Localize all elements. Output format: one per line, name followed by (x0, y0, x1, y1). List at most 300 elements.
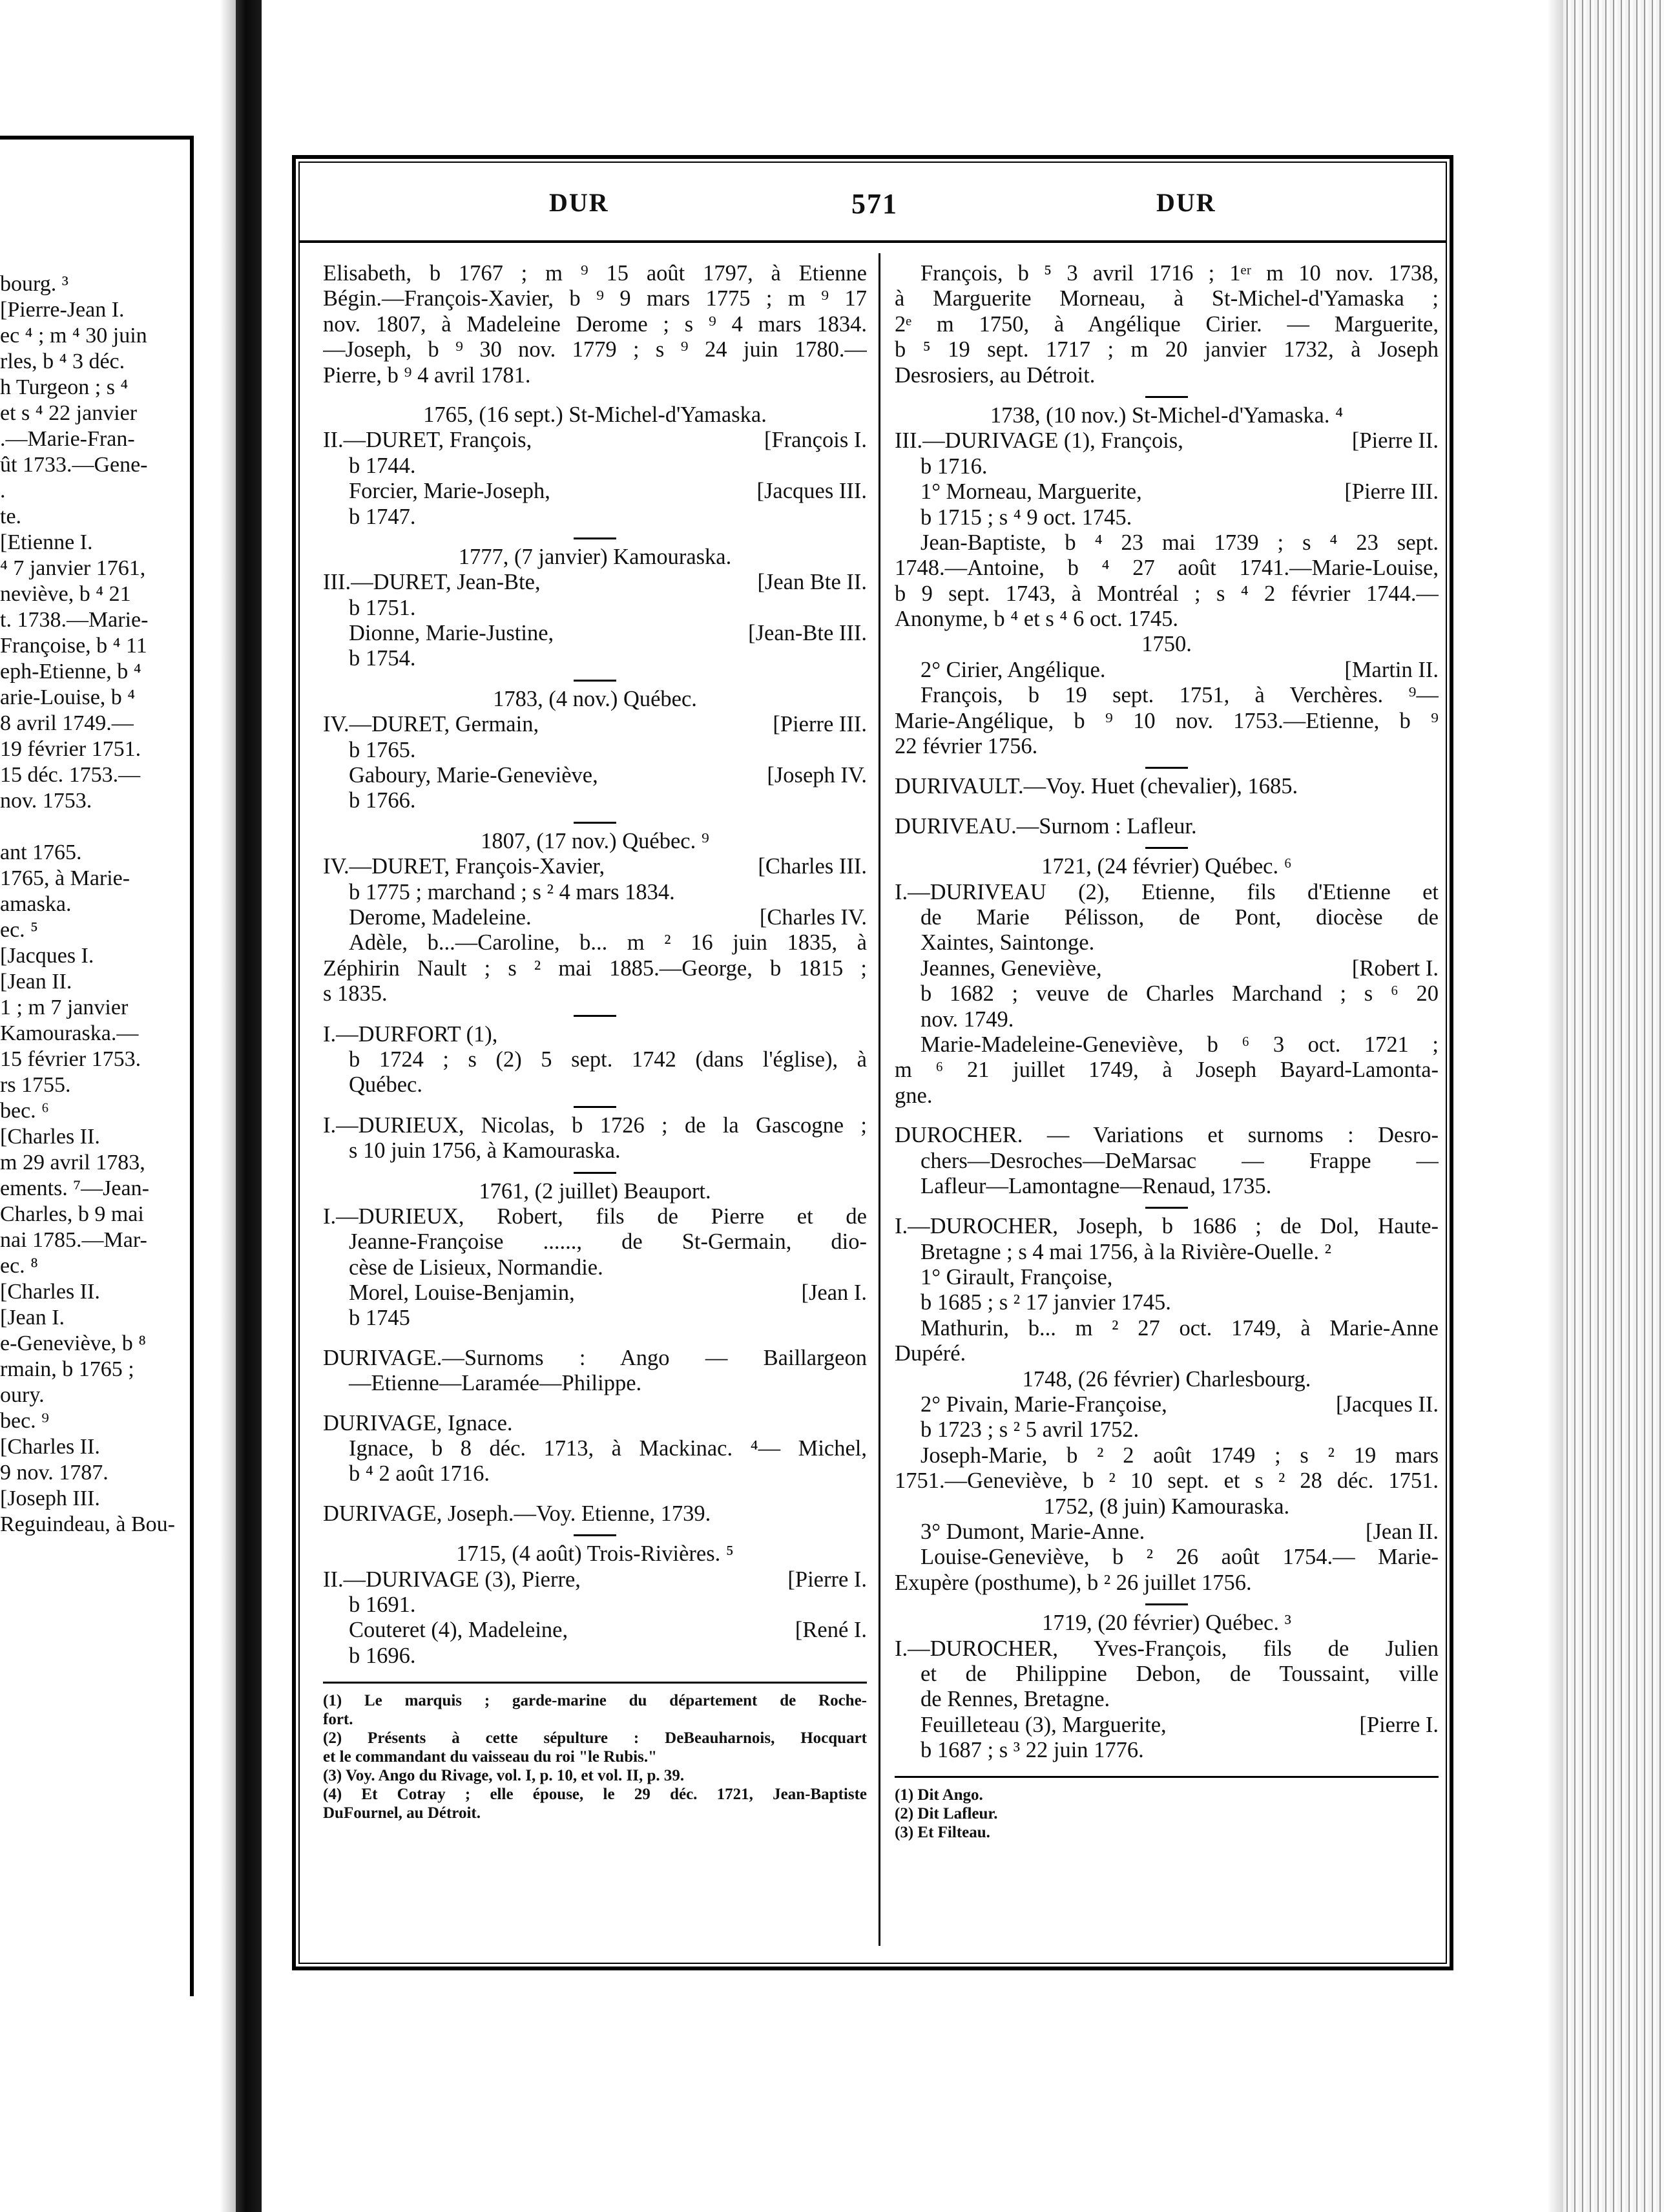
line-text: 1761, (2 juillet) Beauport. (479, 1178, 711, 1204)
line-text: Elisabeth, b 1767 ; m ⁹ 15 août 1797, à Etienne (323, 261, 867, 286)
text-line (895, 981, 1439, 1007)
fragment-line: eph-Etienne, b ⁴ (0, 660, 141, 683)
fragment-line: neviève, b ⁴ 21 (0, 582, 131, 606)
text-line (895, 734, 1439, 759)
line-text: b 1696. (349, 1643, 416, 1668)
fragment-line: 9 nov. 1787. (0, 1461, 109, 1485)
line-text: 3° Dumont, Marie-Anne. (920, 1519, 1145, 1544)
line-text: II.—DURIVAGE (3), Pierre, (323, 1567, 581, 1592)
text-line (323, 1461, 867, 1487)
line-text: nov. 1749. (920, 1007, 1014, 1032)
text-line (323, 829, 867, 854)
footnote-rule (323, 1682, 867, 1684)
line-text: 1° Morneau, Marguerite, (920, 479, 1142, 505)
text-line (323, 1255, 867, 1280)
fragment-line: [Etienne I. (0, 530, 93, 554)
text-line (895, 930, 1439, 955)
fragment-line: [Pierre-Jean I. (0, 298, 125, 322)
line-text: 1750. (1141, 632, 1192, 657)
line-text: Lafleur—Lamontagne—Renaud, 1735. (920, 1173, 1272, 1198)
fragment-line: et s ⁴ 22 janvier (0, 401, 138, 425)
text-line (323, 930, 867, 955)
line-text: Derome, Madeleine. (349, 904, 532, 930)
text-line (323, 286, 867, 311)
text-line (895, 1713, 1439, 1738)
line-text: François, b ⁵ 3 avril 1716 ; 1ᵉʳ m 10 nov. 1738, (920, 261, 1439, 286)
fragment-line: e-Geneviève, b ⁸ (0, 1331, 147, 1355)
line-text: b 1744. (349, 453, 416, 478)
line-text: Marie-Angélique, b ⁹ 10 nov. 1753.—Etienne, b ⁹ (895, 708, 1439, 733)
text-line (895, 1007, 1439, 1032)
fragment-line: ec. ⁸ (0, 1254, 39, 1278)
fragment-line: t. 1738.—Marie- (0, 608, 149, 632)
fragment-line: [Charles II. (0, 1280, 100, 1304)
text-line (895, 774, 1439, 799)
entry-separator (574, 1015, 616, 1017)
text-line (323, 1306, 867, 1331)
line-text: 22 février 1756. (895, 734, 1038, 759)
line-text: 1807, (17 nov.) Québec. ⁹ (481, 828, 709, 853)
text-line (323, 687, 867, 712)
line-text: 1748, (26 février) Charlesbourg. (1022, 1366, 1311, 1392)
line-text: I.—DURIEUX, Nicolas, b 1726 ; de la Gascogne ; (323, 1112, 867, 1138)
fragment-line: Charles, b 9 mai (0, 1202, 144, 1226)
line-text: m ⁶ 21 juillet 1749, à Joseph Bayard-Lamonta- (895, 1058, 1439, 1083)
text-line (895, 1687, 1439, 1712)
parent-reference: [Jacques III. (756, 479, 867, 504)
line-text: Zéphirin Nault ; s ² mai 1885.—George, b 1815 ; (323, 955, 867, 981)
text-line (895, 261, 1439, 286)
line-text: Dionne, Marie-Justine, (349, 621, 554, 646)
line-text: 1777, (7 janvier) Kamouraska. (458, 544, 732, 569)
line-text: Couteret (4), Madeleine, (349, 1618, 568, 1643)
text-line (895, 454, 1439, 479)
text-line (323, 454, 867, 479)
entry-separator (574, 680, 616, 682)
text-line (895, 1662, 1439, 1687)
line-text: I.—DURIEUX, Robert, fils de Pierre et de (323, 1204, 867, 1229)
text-line (323, 981, 867, 1007)
gutter-shadow (220, 0, 238, 2212)
entry-separator (574, 537, 616, 539)
text-line (895, 1494, 1439, 1519)
text-line (323, 621, 867, 646)
footnote: (2) Présents à cette sépulture : DeBeauharnois, Hocquart (323, 1729, 867, 1748)
text-line (895, 403, 1439, 428)
fragment-line: ements. ⁷—Jean- (0, 1176, 149, 1200)
text-line (895, 581, 1439, 607)
text-line (895, 312, 1439, 337)
entry-separator (1145, 847, 1188, 849)
text-line (895, 709, 1439, 734)
line-text: Gaboury, Marie-Geneviève, (349, 763, 598, 788)
fragment-line: bourg. ³ (0, 272, 68, 296)
line-text: b 1685 ; s ² 17 janvier 1745. (920, 1290, 1171, 1315)
text-line (895, 1392, 1439, 1417)
running-head-right: DUR (1156, 188, 1216, 217)
text-line (323, 1179, 867, 1204)
line-text: Anonyme, b ⁴ et s ⁴ 6 oct. 1745. (895, 607, 1178, 632)
text-line (895, 363, 1439, 388)
line-text: Québec. (349, 1072, 422, 1098)
line-text: I.—DURFORT (1), (323, 1021, 498, 1047)
page-edges (1563, 0, 1664, 2212)
entry-separator (574, 1106, 616, 1108)
line-text: 1765, (16 sept.) St-Michel-d'Yamaska. (423, 402, 767, 427)
fragment-line: ec ⁴ ; m ⁴ 30 juin (0, 324, 147, 348)
fragment-line: rles, b ⁴ 3 déc. (0, 350, 125, 373)
line-text: III.—DURET, Jean-Bte, (323, 570, 541, 595)
line-text: DURIVAULT.—Voy. Huet (chevalier), 1685. (895, 774, 1298, 799)
text-line (323, 1204, 867, 1229)
entry-separator (574, 822, 616, 824)
parent-reference: [Jean I. (801, 1280, 867, 1306)
right-column (895, 261, 1439, 1842)
text-line (323, 402, 867, 428)
line-text: b 1775 ; marchand ; s ² 4 mars 1834. (349, 879, 675, 904)
footnote: fort. (323, 1711, 353, 1729)
line-text: I.—DURIVEAU (2), Etienne, fils d'Etienne et (895, 879, 1439, 904)
text-line (895, 880, 1439, 905)
fragment-line: bec. ⁶ (0, 1099, 50, 1123)
text-line (895, 1174, 1439, 1199)
text-line (323, 596, 867, 621)
fragment-line: .—Marie-Fran- (0, 427, 135, 451)
line-text: Desrosiers, au Détroit. (895, 362, 1096, 388)
text-line (323, 788, 867, 813)
parent-reference: [Pierre I. (1359, 1712, 1439, 1737)
fragment-line: ⁴ 7 janvier 1761, (0, 556, 146, 580)
text-line (895, 814, 1439, 839)
line-text: b 1715 ; s ⁴ 9 oct. 1745. (920, 505, 1132, 530)
line-text: I.—DUROCHER, Yves-François, fils de Julien (895, 1636, 1439, 1661)
fragment-line: arie-Louise, b ⁴ (0, 685, 136, 709)
fragment-line: [Jean II. (0, 970, 72, 994)
line-text: b 1723 ; s ² 5 avril 1752. (920, 1417, 1139, 1443)
text-line (895, 428, 1439, 454)
book-gutter (236, 0, 262, 2212)
text-line (323, 312, 867, 337)
footnote: (1) Le marquis ; garde-marine du département de Roche- (323, 1692, 867, 1710)
text-line (323, 1047, 867, 1072)
text-line (895, 337, 1439, 362)
text-line (323, 428, 867, 453)
line-text: b ⁴ 2 août 1716. (349, 1461, 490, 1487)
line-text: Mathurin, b... m ² 27 oct. 1749, à Marie-Anne (920, 1315, 1439, 1341)
line-text: DURIVAGE, Ignace. (323, 1410, 513, 1435)
line-text: François, b 19 sept. 1751, à Verchères. ⁹— (920, 683, 1439, 708)
entry-gap (323, 388, 867, 402)
parent-reference: [Robert I. (1351, 955, 1439, 981)
fragment-line: Kamouraska.— (0, 1021, 139, 1045)
line-text: 1719, (20 février) Québec. ³ (1042, 1611, 1291, 1636)
text-line (323, 1072, 867, 1098)
fragment-line: [Charles II. (0, 1125, 100, 1149)
line-text: b 1751. (349, 595, 416, 620)
fragment-line: nov. 1753. (0, 789, 92, 813)
line-text: b 9 sept. 1743, à Montréal ; s ⁴ 2 février 1744.— (895, 581, 1439, 606)
line-text: —Joseph, b ⁹ 30 nov. 1779 ; s ⁹ 24 juin 1780.— (323, 337, 867, 362)
line-text: s 10 juin 1756, à Kamouraska. (349, 1138, 621, 1163)
fragment-line: rs 1755. (0, 1073, 71, 1097)
line-text: Morel, Louise-Benjamin, (349, 1280, 575, 1306)
line-text: b 1754. (349, 646, 416, 671)
line-text: Adèle, b...—Caroline, b... m ² 16 juin 1835, à (349, 930, 867, 955)
line-text: DURIVAGE, Joseph.—Voy. Etienne, 1739. (323, 1501, 711, 1526)
text-line (323, 1618, 867, 1643)
line-text: s 1835. (323, 981, 388, 1007)
fragment-line: 19 février 1751. (0, 737, 141, 761)
text-line (323, 505, 867, 530)
text-line (895, 286, 1439, 311)
text-line (323, 1346, 867, 1371)
line-text: 1748.—Antoine, b ⁴ 27 août 1741.—Marie-Louise, (895, 556, 1439, 581)
entry-separator (1145, 1207, 1188, 1209)
parent-reference: [Charles IV. (759, 904, 867, 930)
line-text: 1721, (24 février) Québec. ⁶ (1041, 854, 1292, 879)
previous-page-fragment (0, 271, 187, 1538)
column-divider (879, 253, 880, 1946)
footnote: (1) Dit Ango. (895, 1786, 983, 1804)
fragment-line: m 29 avril 1783, (0, 1151, 145, 1174)
text-line (323, 646, 867, 671)
parent-reference: [Pierre III. (773, 712, 867, 737)
line-text: b 1745 (349, 1306, 410, 1331)
parent-reference: [Jean II. (1365, 1519, 1439, 1544)
parent-reference: [Jean Bte II. (757, 570, 867, 595)
line-text: et de Philippine Debon, de Toussaint, ville (920, 1661, 1439, 1686)
text-line (895, 1545, 1439, 1570)
line-text: gne. (895, 1083, 933, 1108)
text-line (895, 1083, 1439, 1109)
text-line (323, 956, 867, 981)
fragment-line: ant 1765. (0, 840, 82, 864)
line-text: b 1765. (349, 737, 416, 762)
entry-separator (574, 1534, 616, 1536)
line-text: nov. 1807, à Madeleine Derome ; s ⁹ 4 mars 1834. (323, 311, 867, 337)
text-line (323, 570, 867, 595)
line-text: 1715, (4 août) Trois-Rivières. ⁵ (456, 1541, 734, 1567)
text-line (323, 1371, 867, 1396)
text-line (323, 1113, 867, 1138)
line-text: II.—DURET, François, (323, 428, 532, 453)
line-text: b 1766. (349, 788, 416, 813)
text-line (895, 1417, 1439, 1443)
fragment-line: 15 février 1753. (0, 1047, 141, 1071)
line-text: b 1747. (349, 504, 416, 529)
footnote: et le commandant du vaisseau du roi "le Rubis." (323, 1748, 657, 1766)
text-line (895, 505, 1439, 530)
text-line (895, 854, 1439, 879)
text-line (323, 261, 867, 286)
fragment-line: 1 ; m 7 janvier (0, 996, 129, 1019)
text-line (323, 1436, 867, 1461)
line-text: I.—DUROCHER, Joseph, b 1686 ; de Dol, Haute- (895, 1214, 1439, 1239)
entry-separator (1145, 1603, 1188, 1605)
line-text: de Marie Pélisson, de Pont, diocèse de (920, 904, 1439, 930)
left-column (323, 261, 867, 1822)
text-line (323, 1501, 867, 1527)
fragment-line: oury. (0, 1383, 45, 1407)
fragment-line: rmain, b 1765 ; (0, 1357, 134, 1381)
fragment-line: 8 avril 1749.— (0, 711, 134, 735)
entry-gap (323, 1331, 867, 1346)
line-text: chers—Desroches—DeMarsac — Frappe — (920, 1148, 1439, 1173)
text-line (895, 1290, 1439, 1315)
fragment-line: . (0, 479, 6, 503)
line-text: IV.—DURET, Germain, (323, 712, 539, 737)
text-line (895, 1367, 1439, 1392)
fragment-line: te. (0, 505, 22, 528)
entry-gap (895, 1109, 1439, 1123)
running-head-left: DUR (549, 188, 609, 217)
text-line (895, 1149, 1439, 1174)
entry-separator (1145, 767, 1188, 769)
line-text: de Rennes, Bretagne. (920, 1687, 1110, 1712)
header-rule (298, 240, 1447, 243)
fragment-line: amaska. (0, 892, 72, 916)
line-text: à Marguerite Morneau, à St-Michel-d'Yamaska ; (895, 286, 1439, 311)
text-line (323, 479, 867, 504)
text-line (895, 1240, 1439, 1265)
line-text: Bégin.—François-Xavier, b ⁹ 9 mars 1775 ; m ⁹ 17 (323, 286, 867, 311)
text-line (895, 556, 1439, 581)
line-text: 1751.—Geneviève, b ² 10 sept. et s ² 28 déc. 1751. (895, 1468, 1439, 1494)
parent-reference: [Pierre II. (1351, 428, 1439, 454)
line-text: Jeannes, Geneviève, (920, 955, 1102, 981)
line-text: b 1691. (349, 1592, 416, 1617)
line-text: b ⁵ 19 sept. 1717 ; m 20 janvier 1732, à Joseph (895, 337, 1439, 362)
fragment-line: ec. ⁵ (0, 918, 39, 942)
text-line (323, 1541, 867, 1567)
fragment-line: nai 1785.—Mar- (0, 1228, 147, 1252)
line-text: Forcier, Marie-Joseph, (349, 479, 550, 504)
parent-reference: [François I. (764, 428, 867, 453)
text-line (323, 1229, 867, 1255)
text-line (323, 363, 867, 388)
line-text: 2° Cirier, Angélique. (920, 657, 1106, 682)
entry-gap (323, 1487, 867, 1501)
line-text: Bretagne ; s 4 mai 1756, à la Rivière-Ouelle. ² (920, 1239, 1331, 1264)
line-text: Feuilleteau (3), Marguerite, (920, 1712, 1167, 1737)
line-text: 2ᵉ m 1750, à Angélique Cirier. — Marguerite, (895, 311, 1439, 337)
text-line (895, 1123, 1439, 1148)
line-text: b 1716. (920, 454, 988, 479)
page-number: 571 (851, 188, 898, 220)
footnote: (3) Voy. Ango du Rivage, vol. I, p. 10, et vol. II, p. 39. (323, 1767, 685, 1785)
text-line (323, 854, 867, 879)
fragment-line: Françoise, b ⁴ 11 (0, 634, 147, 658)
text-line (895, 1611, 1439, 1636)
fragment-line: Reguindeau, à Bou- (0, 1512, 175, 1536)
line-text: DURIVAGE.—Surnoms : Ango — Baillargeon (323, 1345, 867, 1370)
footnote: (2) Dit Lafleur. (895, 1805, 998, 1823)
fragment-line (0, 814, 187, 840)
text-line (895, 1636, 1439, 1662)
text-line (895, 1058, 1439, 1083)
text-line (323, 337, 867, 362)
line-text: Jean-Baptiste, b ⁴ 23 mai 1739 ; s ⁴ 23 sept. (920, 530, 1439, 555)
line-text: b 1687 ; s ³ 22 juin 1776. (920, 1738, 1144, 1763)
fragment-line: 15 déc. 1753.— (0, 763, 141, 787)
text-line (895, 1738, 1439, 1763)
text-line (895, 1316, 1439, 1341)
line-text: DURIVEAU.—Surnom : Lafleur. (895, 813, 1197, 839)
entry-gap (895, 800, 1439, 814)
parent-reference: [Martin II. (1344, 657, 1439, 682)
text-line (323, 545, 867, 570)
parent-reference: [René I. (795, 1618, 867, 1643)
text-line (895, 530, 1439, 556)
line-text: b 1682 ; veuve de Charles Marchand ; s ⁶ 20 (920, 981, 1439, 1007)
fragment-line: 1765, à Marie- (0, 866, 130, 890)
line-text: III.—DURIVAGE (1), François, (895, 428, 1183, 454)
text-line (895, 1443, 1439, 1468)
entry-separator (574, 1172, 616, 1174)
fragment-line: bec. ⁹ (0, 1409, 50, 1433)
fragment-line: [Charles II. (0, 1435, 100, 1459)
text-line (895, 683, 1439, 708)
text-line (323, 905, 867, 930)
fragment-line: ût 1733.—Gene- (0, 453, 148, 477)
line-text: 1752, (8 juin) Kamouraska. (1043, 1494, 1290, 1519)
text-line (323, 1138, 867, 1163)
text-line (895, 1265, 1439, 1290)
parent-reference: [Charles III. (758, 854, 867, 879)
line-text: Dupéré. (895, 1341, 966, 1366)
fragment-line: [Jacques I. (0, 944, 94, 968)
text-line (895, 1341, 1439, 1366)
text-line (323, 1022, 867, 1047)
text-line (323, 1592, 867, 1618)
line-text: 1° Girault, Françoise, (920, 1265, 1113, 1290)
line-text: Xaintes, Saintonge. (920, 930, 1095, 955)
text-line (895, 956, 1439, 981)
text-line (323, 1567, 867, 1592)
text-line (895, 1570, 1439, 1596)
line-text: IV.—DURET, François-Xavier, (323, 854, 605, 879)
text-line (323, 1643, 867, 1669)
line-text: 1738, (10 nov.) St-Michel-d'Yamaska. ⁴ (990, 402, 1344, 428)
text-line (895, 1519, 1439, 1545)
text-line (323, 763, 867, 788)
line-text: cèse de Lisieux, Normandie. (349, 1255, 603, 1280)
text-line (895, 1468, 1439, 1494)
line-text: Louise-Geneviève, b ² 26 août 1754.— Marie- (920, 1545, 1439, 1570)
text-line (323, 1280, 867, 1306)
text-line (895, 479, 1439, 505)
line-text: Marie-Madeleine-Geneviève, b ⁶ 3 oct. 1721 ; (920, 1032, 1439, 1057)
line-text: —Etienne—Laramée—Philippe. (349, 1371, 642, 1396)
line-text: 1783, (4 nov.) Québec. (493, 686, 697, 711)
line-text: Jeanne-Françoise ......, de St-Germain, dio- (349, 1229, 867, 1255)
parent-reference: [Pierre III. (1344, 479, 1439, 505)
parent-reference: [Jean-Bte III. (748, 621, 867, 646)
parent-reference: [Joseph IV. (767, 763, 867, 788)
text-line (323, 880, 867, 905)
fragment-line: [Joseph III. (0, 1487, 100, 1510)
line-text: b 1724 ; s (2) 5 sept. 1742 (dans l'église), à (349, 1047, 867, 1072)
parent-reference: [Jacques II. (1335, 1392, 1439, 1417)
footnote: (4) Et Cotray ; elle épouse, le 29 déc. 1721, Jean-Baptiste (323, 1786, 867, 1804)
line-text: DUROCHER. — Variations et surnoms : Desro- (895, 1123, 1439, 1148)
entry-gap (323, 1397, 867, 1411)
text-line (895, 1032, 1439, 1058)
line-text: Pierre, b ⁹ 4 avril 1781. (323, 362, 531, 388)
line-text: 2° Pivain, Marie-Françoise, (920, 1392, 1167, 1417)
line-text: Exupère (posthume), b ² 26 juillet 1756. (895, 1570, 1252, 1595)
text-line (895, 905, 1439, 930)
